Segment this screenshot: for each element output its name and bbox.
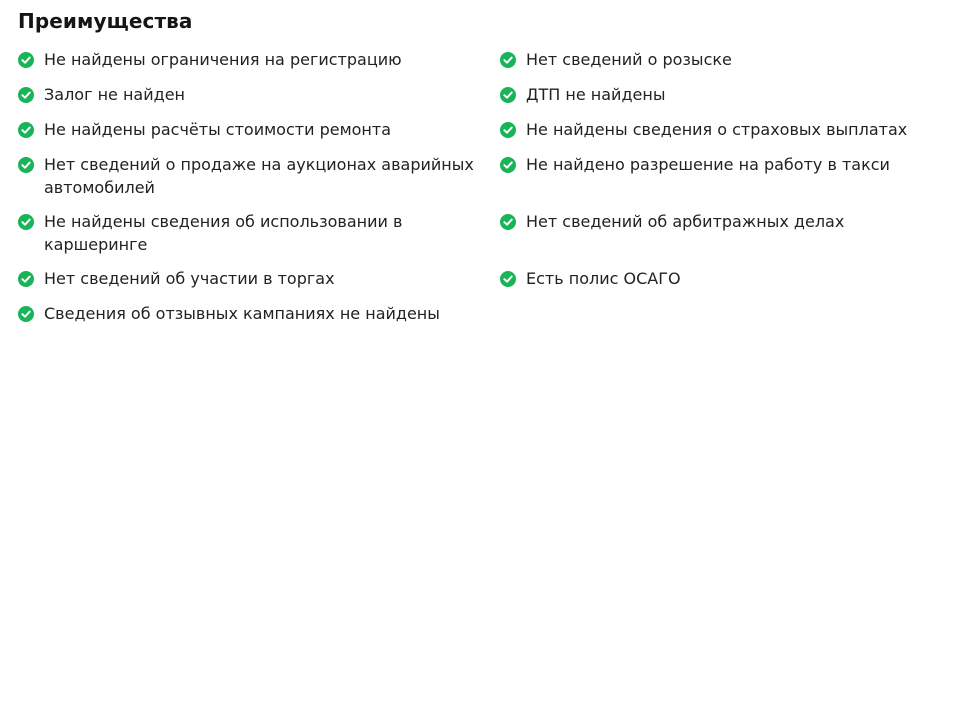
list-item [500, 83, 940, 106]
list-item-text: Не найдены ограничения на регистрацию [44, 50, 402, 69]
check-circle-icon [500, 157, 516, 173]
list-item-text: Нет сведений о розыске [526, 50, 732, 69]
list-item-text: Не найдены расчёты стоимости ремонта [44, 120, 392, 139]
list-item-text: Не найдено разрешение на работу в такси [526, 155, 890, 174]
list-item [18, 153, 488, 199]
list-item-text: Есть полис ОСАГО [526, 269, 681, 288]
list-item [18, 118, 488, 141]
check-circle-icon [500, 214, 516, 230]
list-item [18, 83, 488, 106]
list-item [18, 48, 488, 71]
check-circle-icon [500, 87, 516, 103]
check-circle-icon [18, 271, 34, 287]
advantages-section [18, 8, 948, 323]
check-circle-icon [18, 52, 34, 68]
list-item [18, 267, 488, 290]
list-item-text: ДТП не найдены [526, 85, 666, 104]
list-item-text: Нет сведений об арбитражных делах [526, 212, 845, 231]
check-circle-icon [500, 122, 516, 138]
advantages-list [18, 8, 948, 348]
list-item-text: Не найдены сведения о страховых выплатах [526, 120, 908, 139]
list-item [500, 153, 940, 176]
check-circle-icon [18, 214, 34, 230]
list-item-text: Залог не найден [44, 85, 185, 104]
list-item [500, 48, 940, 71]
check-circle-icon [18, 306, 34, 322]
list-item [18, 302, 488, 325]
check-circle-icon [500, 52, 516, 68]
check-circle-icon [18, 87, 34, 103]
list-item [500, 267, 940, 290]
check-circle-icon [500, 271, 516, 287]
check-circle-icon [18, 122, 34, 138]
list-item-text: Нет сведений о продаже на аукционах аварийных автомобилей [44, 155, 474, 197]
section-title: Преимущества [18, 9, 193, 33]
list-item-text: Не найдены сведения об использовании в каршеринге [44, 212, 403, 254]
list-item [18, 210, 488, 256]
list-item-text: Нет сведений об участии в торгах [44, 269, 335, 288]
list-item [500, 118, 940, 141]
list-item [500, 210, 940, 233]
check-circle-icon [18, 157, 34, 173]
list-item-text: Сведения об отзывных кампаниях не найдены [44, 304, 440, 323]
